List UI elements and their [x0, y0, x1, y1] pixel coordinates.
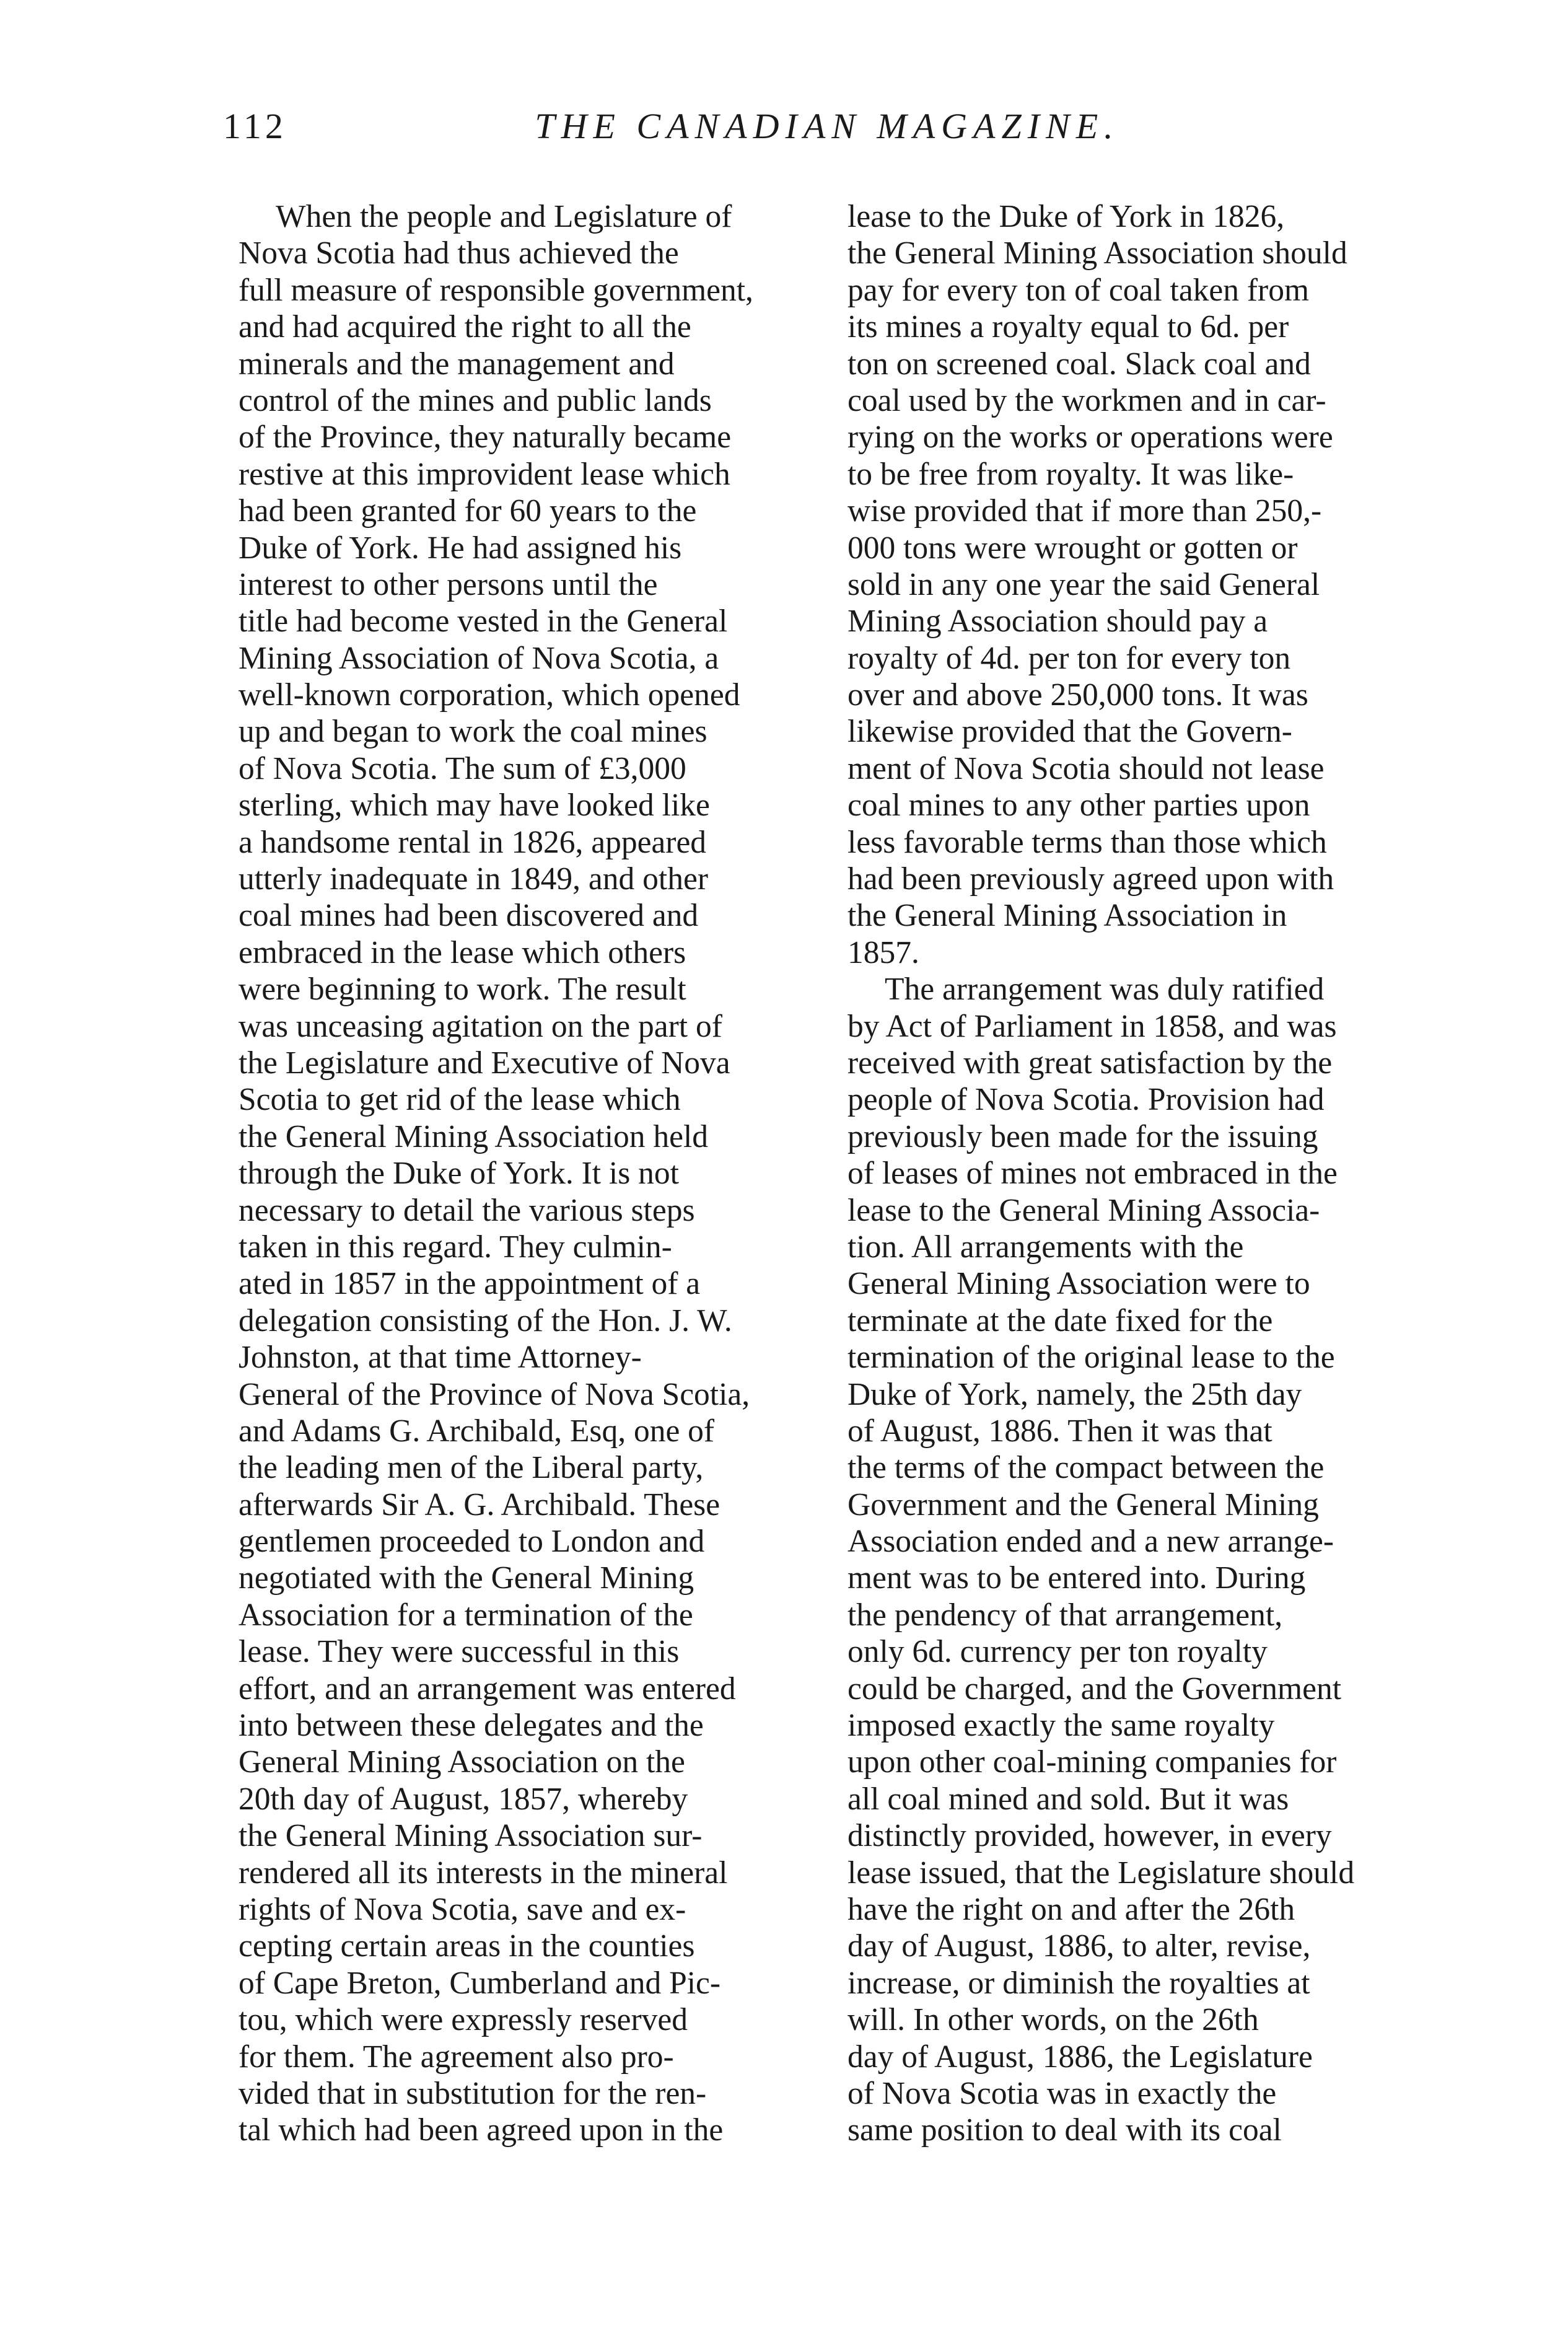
text-line: title had become vested in the General [239, 604, 728, 639]
page-number: 112 [223, 106, 287, 146]
text-line: Association ended and a new arrange- [848, 1524, 1334, 1560]
running-title: THE CANADIAN MAGAZINE. [535, 106, 1119, 146]
text-line: of Nova Scotia. The sum of £3,000 [239, 750, 686, 786]
text-line: Mining Association of Nova Scotia, a [239, 640, 719, 676]
text-line: was unceasing agitation on the part of [239, 1008, 722, 1044]
text-line: upon other coal-mining companies for [848, 1744, 1337, 1780]
text-line: embraced in the lease which others [239, 934, 686, 970]
text-line: will. In other words, on the 26th [848, 2002, 1259, 2038]
text-line: into between these delegates and the [239, 1708, 704, 1744]
text-line: Association for a termination of the [239, 1597, 693, 1633]
text-line: gentlemen proceeded to London and [239, 1524, 705, 1560]
text-line: sold in any one year the said General [848, 566, 1320, 602]
text-line: terminate at the date fixed for the [848, 1303, 1273, 1338]
text-line: imposed exactly the same royalty [848, 1708, 1275, 1744]
text-line: wise provided that if more than 250,- [848, 493, 1322, 529]
text-line: pay for every ton of coal taken from [848, 272, 1310, 308]
text-line: vided that in substitution for the ren- [239, 2075, 707, 2111]
text-line: termination of the original lease to the [848, 1340, 1335, 1376]
text-line: 000 tons were wrought or gotten or [848, 530, 1298, 566]
text-line: utterly inadequate in 1849, and other [239, 861, 708, 897]
text-line: well-known corporation, which opened [239, 677, 740, 713]
text-line: lease to the Duke of York in 1826, [848, 199, 1285, 234]
text-line: of August, 1886. Then it was that [848, 1413, 1272, 1449]
text-line: of the Province, they naturally became [239, 420, 732, 455]
text-line: less favorable terms than those which [848, 824, 1327, 860]
text-line: interest to other persons until the [239, 566, 658, 602]
text-line: lease. They were successful in this [239, 1634, 680, 1670]
text-line: the General Mining Association in [848, 898, 1287, 934]
text-line: and had acquired the right to all the [239, 309, 691, 345]
text-line: of leases of mines not embraced in the [848, 1156, 1338, 1192]
text-line: taken in this regard. They culmin- [239, 1229, 672, 1265]
text-line: its mines a royalty equal to 6d. per [848, 309, 1289, 345]
text-line: the pendency of that arrangement, [848, 1597, 1283, 1633]
text-line: negotiated with the General Mining [239, 1560, 694, 1596]
text-line: royalty of 4d. per ton for every ton [848, 640, 1291, 676]
text-line: Nova Scotia had thus achieved the [239, 235, 679, 271]
text-line: the leading men of the Liberal party, [239, 1450, 704, 1486]
text-line: people of Nova Scotia. Provision had [848, 1082, 1325, 1118]
text-line: have the right on and after the 26th [848, 1891, 1295, 1927]
text-line: could be charged, and the Government [848, 1671, 1342, 1707]
text-line: Scotia to get rid of the lease which [239, 1082, 681, 1118]
text-line: minerals and the management and [239, 346, 675, 382]
text-line: tou, which were expressly reserved [239, 2002, 688, 2038]
text-line: full measure of responsible government, [239, 272, 753, 308]
text-line: same position to deal with its coal [848, 2112, 1282, 2148]
text-line: tal which had been agreed upon in the [239, 2112, 724, 2148]
text-line: the General Mining Association should [848, 235, 1347, 271]
text-line: necessary to detail the various steps [239, 1192, 695, 1228]
text-line: by Act of Parliament in 1858, and was [848, 1008, 1337, 1044]
text-line: cepting certain areas in the counties [239, 1928, 695, 1964]
text-line: control of the mines and public lands [239, 382, 712, 418]
text-line: day of August, 1886, the Legislature [848, 2039, 1313, 2075]
text-line: Government and the General Mining [848, 1487, 1319, 1522]
text-line: all coal mined and sold. But it was [848, 1781, 1289, 1817]
right-column [848, 198, 1417, 2149]
text-line: lease issued, that the Legislature should [848, 1855, 1355, 1891]
text-line: General Mining Association were to [848, 1266, 1310, 1302]
text-line: sterling, which may have looked like [239, 788, 710, 824]
text-line: the General Mining Association held [239, 1118, 709, 1154]
text-line: effort, and an arrangement was entered [239, 1671, 736, 1707]
text-line: afterwards Sir A. G. Archibald. These [239, 1487, 720, 1522]
page-header [223, 105, 1431, 167]
text-line: rying on the works or operations were [848, 420, 1333, 455]
text-line: delegation consisting of the Hon. J. W. [239, 1303, 732, 1338]
text-line: ment was to be entered into. During [848, 1560, 1306, 1596]
text-line: coal mines to any other parties upon [848, 788, 1310, 824]
text-line: Johnston, at that time Attorney- [239, 1340, 642, 1376]
text-line: coal used by the workmen and in car- [848, 382, 1326, 418]
text-line: received with great satisfaction by the [848, 1045, 1333, 1081]
text-line: the Legislature and Executive of Nova [239, 1045, 730, 1081]
text-line: rights of Nova Scotia, save and ex- [239, 1891, 686, 1927]
text-line: The arrangement was duly ratified [885, 972, 1325, 1008]
text-line: 20th day of August, 1857, whereby [239, 1781, 688, 1817]
text-line: likewise provided that the Govern- [848, 714, 1292, 750]
text-line: and Adams G. Archibald, Esq, one of [239, 1413, 715, 1449]
text-line: over and above 250,000 tons. It was [848, 677, 1308, 713]
text-line: General Mining Association on the [239, 1744, 685, 1780]
text-line: through the Duke of York. It is not [239, 1156, 679, 1192]
text-line: previously been made for the issuing [848, 1118, 1318, 1154]
text-line: the General Mining Association sur- [239, 1818, 703, 1854]
text-line: restive at this improvident lease which [239, 456, 730, 492]
text-line: Mining Association should pay a [848, 604, 1268, 639]
text-line: had been granted for 60 years to the [239, 493, 697, 529]
text-line: ton on screened coal. Slack coal and [848, 346, 1311, 382]
text-line: of Cape Breton, Cumberland and Pic- [239, 1965, 721, 2001]
text-line: only 6d. currency per ton royalty [848, 1634, 1268, 1670]
text-line: coal mines had been discovered and [239, 898, 699, 934]
text-line: had been previously agreed upon with [848, 861, 1334, 897]
text-line: 1857. [848, 934, 919, 970]
text-line: increase, or diminish the royalties at [848, 1965, 1310, 2001]
text-line: General of the Province of Nova Scotia, [239, 1376, 750, 1412]
text-line: a handsome rental in 1826, appeared [239, 824, 707, 860]
text-line: tion. All arrangements with the [848, 1229, 1244, 1265]
left-column [239, 198, 808, 2149]
text-line: When the people and Legislature of [276, 199, 732, 234]
text-line: rendered all its interests in the mineral [239, 1855, 728, 1891]
text-line: distinctly provided, however, in every [848, 1818, 1332, 1854]
text-line: Duke of York, namely, the 25th day [848, 1376, 1302, 1412]
text-line: lease to the General Mining Associa- [848, 1192, 1320, 1228]
text-line: the terms of the compact between the [848, 1450, 1325, 1486]
text-line: to be free from royalty. It was like- [848, 456, 1294, 492]
text-line: day of August, 1886, to alter, revise, [848, 1928, 1311, 1964]
text-line: for them. The agreement also pro- [239, 2039, 674, 2075]
text-line: ment of Nova Scotia should not lease [848, 750, 1325, 786]
text-line: Duke of York. He had assigned his [239, 530, 682, 566]
text-line: ated in 1857 in the appointment of a [239, 1266, 701, 1302]
text-line: up and began to work the coal mines [239, 714, 707, 750]
text-line: of Nova Scotia was in exactly the [848, 2075, 1277, 2111]
text-line: were beginning to work. The result [239, 972, 686, 1008]
